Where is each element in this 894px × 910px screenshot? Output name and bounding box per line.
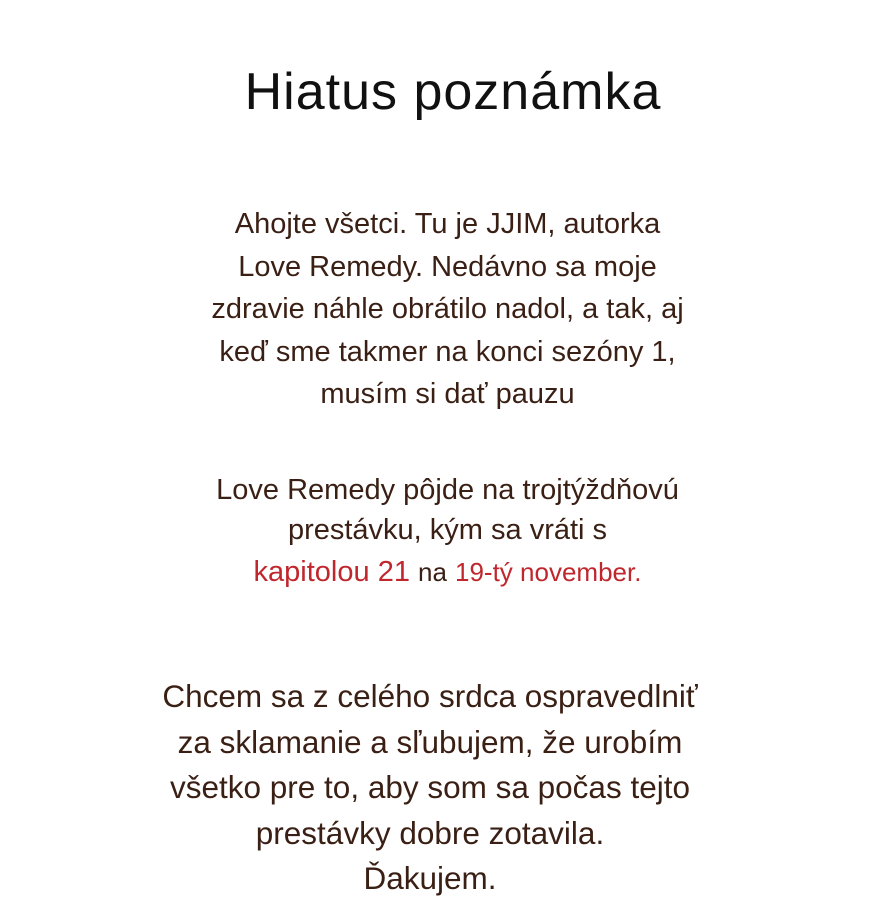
schedule-line: prestávku, kým sa vráti s — [287, 514, 608, 546]
intro-paragraph — [150, 203, 745, 416]
intro-line: keď sme takmer na konci sezóny 1, — [219, 335, 676, 368]
apology-line: Chcem sa z celého srdca ospravedlniť — [162, 678, 698, 714]
return-date-highlight: 19-tý november. — [455, 557, 642, 587]
intro-line: musím si dať pauzu — [320, 378, 575, 410]
apology-line: všetko pre to, aby som sa počas tejto — [169, 769, 690, 805]
chapter-highlight: kapitolou 21 — [253, 556, 410, 588]
schedule-paragraph — [150, 470, 745, 592]
intro-line: zdravie náhle obrátilo nadol, a tak, aj — [211, 293, 684, 325]
return-info — [150, 552, 745, 592]
intro-line: Love Remedy. Nedávno sa moje — [238, 250, 657, 283]
apology-paragraph — [90, 674, 770, 902]
apology-line: prestávky dobre zotavila. — [255, 814, 605, 851]
connector-word: na — [418, 557, 447, 587]
intro-line: Ahojte všetci. Tu je JJIM, autorka — [234, 208, 661, 240]
page-title: Hiatus poznámka — [244, 63, 662, 121]
thanks-line: Ďakujem. — [363, 860, 497, 896]
schedule-line: Love Remedy pôjde na trojtýždňovú — [216, 474, 679, 506]
apology-line: za sklamanie a sľubujem, že urobím — [177, 723, 683, 760]
